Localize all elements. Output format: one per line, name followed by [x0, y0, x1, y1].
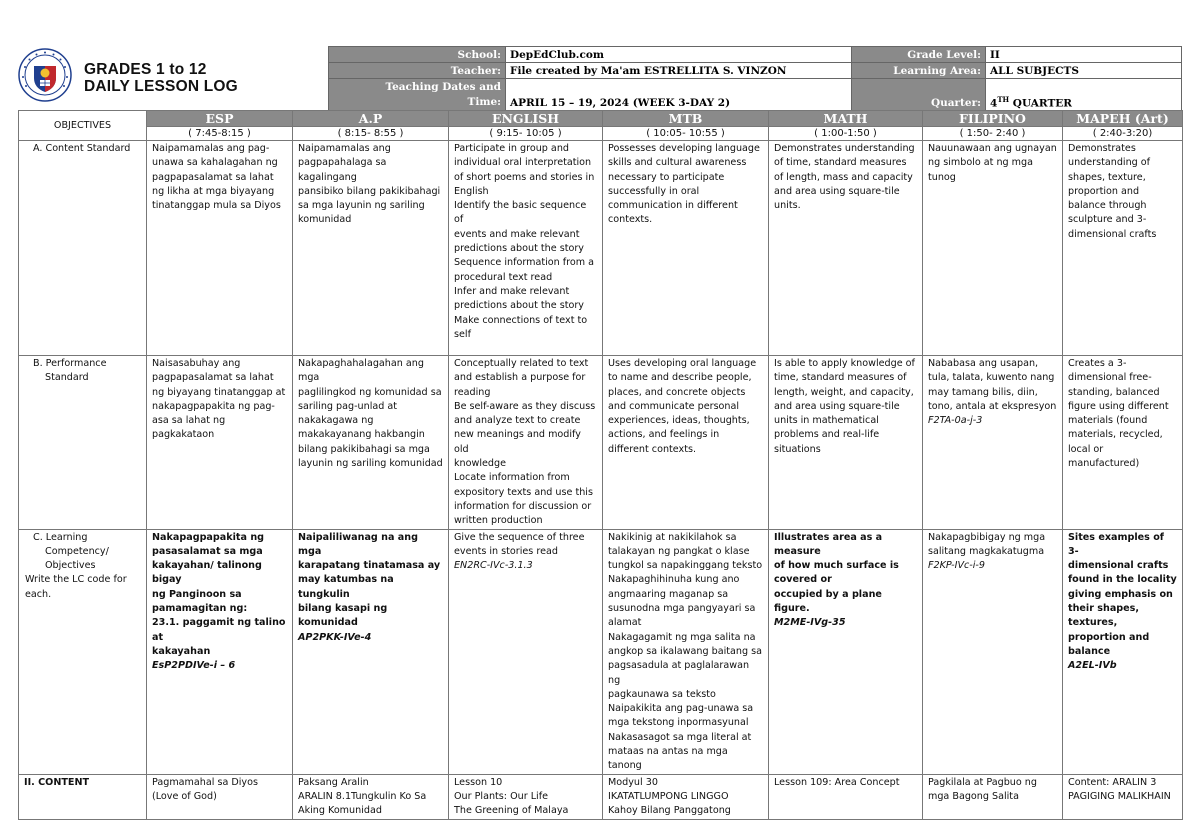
cell-line: asa sa lahat ng — [152, 415, 226, 427]
cell-line: pagpapasalamat sa lahat — [152, 372, 274, 384]
row-label: II. CONTENT — [19, 774, 147, 819]
table-cell — [603, 141, 769, 356]
cell-line: kakayahan — [152, 645, 211, 657]
cell-line: and establish a purpose for — [454, 372, 586, 384]
cell-line: Pagkilala at Pagbuo ng — [928, 776, 1037, 788]
cell-line: unawa sa kahalagahan ng — [152, 157, 278, 169]
cell-line: proportion and — [1068, 631, 1150, 643]
table-cell — [769, 774, 923, 819]
cell-line: places, and concrete objects — [608, 386, 746, 398]
cell-line: Lesson 10 — [454, 776, 503, 788]
cell-line: karapatang tinatamasa ay — [298, 560, 441, 572]
cell-line: pagkakataon — [152, 429, 215, 441]
performance-standard-row — [19, 356, 1183, 530]
row-label: A. Content Standard — [19, 141, 147, 356]
teaching-dates-label-1: Teaching Dates and — [385, 80, 501, 93]
cell-line: Creates a 3- — [1068, 358, 1127, 369]
learning-competency-row — [19, 529, 1183, 774]
row-label-line: Standard — [45, 372, 89, 384]
cell-line: sculpture and 3- — [1068, 214, 1147, 226]
cell-line: EsP2PDIVe-i – 6 — [152, 660, 236, 672]
cell-line: proportion and — [1068, 185, 1140, 197]
cell-line: Conceptually related to text — [454, 358, 589, 369]
table-cell — [147, 141, 293, 356]
cell-line: actions, and feelings in — [608, 429, 720, 441]
cell-line: English — [454, 185, 489, 197]
quarter-label: Quarter: — [852, 79, 986, 111]
row-label-line: C. Learning — [33, 531, 88, 543]
cell-line: local or manufactured) — [1068, 443, 1140, 470]
cell-line: may tamang bilis, diin, — [928, 386, 1038, 398]
table-cell — [1063, 141, 1183, 356]
cell-line: and analyze text to create — [454, 415, 581, 427]
cell-line: Uses developing oral language — [608, 358, 757, 369]
quarter-suffix: TH — [997, 94, 1010, 104]
table-cell — [923, 529, 1063, 774]
table-cell — [293, 529, 449, 774]
cell-line: tula, talata, kuwento nang — [928, 372, 1055, 384]
cell-line: units. — [774, 200, 801, 212]
table-cell — [769, 141, 923, 356]
grade-level-label: Grade Level: — [852, 47, 986, 63]
table-cell — [1063, 529, 1183, 774]
cell-line: balance through — [1068, 200, 1147, 212]
deped-seal-icon — [18, 48, 72, 102]
cell-line: F2KP-IVc-i-9 — [928, 560, 985, 572]
subject-name: ENGLISH — [449, 111, 603, 127]
table-cell — [769, 529, 923, 774]
cell-line: pagpapasalamat sa lahat — [152, 171, 274, 183]
subject-name: MAPEH (Art) — [1063, 111, 1183, 127]
school-value: DepEdClub.com — [506, 47, 852, 63]
cell-line: Make connections of text to — [454, 314, 588, 326]
cell-line: balance — [1068, 645, 1111, 657]
cell-line: occupied by a plane figure. — [774, 588, 882, 615]
cell-line: procedural text read — [454, 271, 553, 283]
cell-line: EN2RC-IVc-3.1.3 — [454, 560, 533, 572]
subject-name: ESP — [147, 111, 293, 127]
cell-line: Locate information from — [454, 472, 570, 484]
cell-line: problems and real-life — [774, 429, 880, 441]
title-line-1: GRADES 1 to 12 — [84, 61, 207, 78]
cell-line: Nakapagpapakita ng — [152, 531, 265, 543]
cell-line: Nakikinig at nakikilahok sa — [608, 531, 737, 543]
time-row — [19, 127, 1183, 141]
cell-line: dimensional crafts — [1068, 560, 1169, 572]
cell-line: (Love of God) — [152, 790, 217, 802]
cell-line: dimensional free- — [1068, 372, 1152, 384]
cell-line: makakayanang hakbangin — [298, 429, 425, 441]
cell-line: Naipamamalas ang pag- — [152, 143, 270, 154]
cell-line: time, standard measures of — [774, 372, 907, 384]
cell-line: ng likha at mga biyayang — [152, 185, 275, 197]
table-cell — [603, 356, 769, 530]
cell-line: talakayan ng pangkat o klase — [608, 545, 750, 557]
title-line-2: DAILY LESSON LOG — [84, 78, 238, 95]
quarter-text: QUARTER — [1009, 97, 1073, 109]
cell-line: of time, standard measures — [774, 157, 907, 169]
cell-line: understanding of — [1068, 157, 1151, 169]
table-cell — [1063, 774, 1183, 819]
cell-line: ng simbolo at ng mga — [928, 157, 1033, 169]
table-cell — [449, 774, 603, 819]
cell-line: Paksang Aralin — [298, 776, 369, 788]
cell-line: standing, balanced — [1068, 386, 1160, 398]
cell-line: events in stories read — [454, 545, 558, 557]
cell-line: layunin ng sariling komunidad — [298, 458, 443, 470]
cell-line: Sequence information from a — [454, 257, 595, 269]
cell-line: Be self-aware as they discuss — [454, 400, 596, 412]
row-label-line: B. Performance — [33, 358, 107, 369]
table-cell — [603, 529, 769, 774]
teacher-label: Teacher: — [329, 63, 506, 79]
cell-line: materials (found — [1068, 415, 1148, 427]
cell-line: self — [454, 328, 471, 340]
table-cell — [293, 141, 449, 356]
cell-line: Naipamamalas ang — [298, 143, 391, 154]
school-label: School: — [329, 47, 506, 63]
cell-line: tinatanggap mula sa Diyos — [152, 200, 281, 212]
cell-line: Our Plants: Our Life — [454, 790, 548, 802]
teaching-dates-label-2: Time: — [467, 95, 501, 108]
content-row — [19, 774, 1183, 819]
cell-line: giving emphasis on — [1068, 588, 1173, 600]
cell-line: different contexts. — [608, 443, 697, 455]
cell-line: A2EL-IVb — [1068, 660, 1117, 672]
row-label-note: Write the LC code for — [25, 574, 127, 586]
cell-line: M2ME-IVg-35 — [774, 617, 846, 629]
cell-line: Possesses developing language — [608, 143, 760, 154]
cell-line: predictions about the story — [454, 243, 584, 255]
cell-line: Nakapaghihinuha kung ano — [608, 574, 740, 586]
teaching-dates-label — [329, 79, 506, 111]
subject-time: ( 10:05- 10:55 ) — [603, 127, 769, 141]
cell-line: tungkol sa napakinggang teksto — [608, 560, 763, 572]
cell-line: pagsasadula at paglalarawan ng — [608, 660, 750, 686]
cell-line: covered or — [774, 574, 832, 586]
cell-line: F2TA-0a-j-3 — [928, 415, 983, 427]
cell-line: pansibiko bilang pakikibahagi — [298, 185, 441, 197]
cell-line: reading — [454, 386, 491, 398]
cell-line: bilang kasapi ng komunidad — [298, 603, 388, 629]
cell-line: written production — [454, 515, 543, 527]
cell-line: PAGIGING MALIKHAIN — [1068, 790, 1171, 802]
cell-line: Nakapagbibigay ng mga — [928, 531, 1046, 543]
cell-line: and area using square-tile — [774, 185, 900, 197]
cell-line: Participate in group and — [454, 143, 569, 154]
cell-line: mga tekstong inpormasyunal — [608, 717, 749, 729]
subject-time: ( 9:15- 10:05 ) — [449, 127, 603, 141]
document-title — [84, 61, 238, 95]
table-cell — [147, 529, 293, 774]
cell-line: Nauunawaan ang ugnayan — [928, 143, 1057, 154]
quarter-value — [986, 79, 1182, 111]
cell-line: mga Bagong Salita — [928, 790, 1019, 802]
subject-time: ( 2:40-3:20) — [1063, 127, 1183, 141]
subject-time: ( 1:00-1:50 ) — [769, 127, 923, 141]
subject-name: A.P — [293, 111, 449, 127]
grade-level-value: II — [986, 47, 1182, 63]
table-cell — [603, 774, 769, 819]
cell-line: Sites examples of 3- — [1068, 531, 1164, 557]
cell-line: The Greening of Malaya — [454, 805, 569, 817]
subject-time: ( 8:15- 8:55 ) — [293, 127, 449, 141]
cell-line: Pagmamahal sa Diyos — [152, 776, 258, 788]
table-cell — [923, 774, 1063, 819]
cell-line: shapes, texture, — [1068, 171, 1146, 183]
cell-line: susunodna mga pangyayari sa — [608, 603, 756, 615]
table-cell — [449, 356, 603, 530]
subject-header-row — [19, 111, 1183, 127]
row-label — [19, 356, 147, 530]
cell-line: Naipakikita ang pag-unawa sa — [608, 703, 754, 715]
table-cell — [147, 774, 293, 819]
cell-line: paglilingkod ng komunidad sa — [298, 386, 442, 398]
subject-name: MTB — [603, 111, 769, 127]
cell-line: of short poems and stories in — [454, 171, 595, 183]
cell-line: Identify the basic sequence of — [454, 200, 587, 226]
cell-line: sariling pag-unlad at — [298, 400, 398, 412]
info-table — [328, 46, 1182, 111]
cell-line: Naisasabuhay ang — [152, 358, 241, 369]
cell-line: Demonstrates understanding — [774, 143, 915, 154]
cell-line: Modyul 30 — [608, 776, 658, 788]
cell-line: sa mga layunin ng sariling — [298, 200, 425, 212]
cell-line: Aking Komunidad — [298, 805, 382, 817]
cell-line: Kahoy Bilang Panggatong — [608, 805, 731, 817]
learning-area-label: Learning Area: — [852, 63, 986, 79]
cell-line: may katumbas na tungkulin — [298, 574, 394, 600]
quarter-number: 4 — [990, 97, 998, 109]
cell-line: pagkaunawa sa teksto — [608, 688, 716, 700]
cell-line: IKATATLUMPONG LINGGO — [608, 790, 729, 802]
document-header — [18, 46, 1182, 110]
cell-line: Is able to apply knowledge of — [774, 358, 915, 369]
cell-line: Illustrates area as a measure — [774, 531, 883, 557]
cell-line: and area using square-tile — [774, 400, 900, 412]
cell-line: to name and describe people, — [608, 372, 752, 384]
cell-line: individual oral interpretation — [454, 157, 592, 169]
learning-area-value: ALL SUBJECTS — [986, 63, 1182, 79]
cell-line: pamamagitan ng: — [152, 603, 248, 615]
cell-line: komunidad — [298, 214, 352, 226]
cell-line: new meanings and modify old — [454, 429, 581, 455]
cell-line: communication in different — [608, 200, 738, 212]
content-standard-row — [19, 141, 1183, 356]
teaching-dates-value: APRIL 15 – 19, 2024 (WEEK 3-DAY 2) — [506, 79, 852, 111]
cell-line: contexts. — [608, 214, 653, 226]
table-cell — [1063, 356, 1183, 530]
teacher-value: File created by Ma'am ESTRELLITA S. VINZON — [506, 63, 852, 79]
cell-line: knowledge — [454, 458, 507, 470]
cell-line: tono, antala at ekspresyon — [928, 400, 1057, 412]
row-label — [19, 529, 147, 774]
cell-line: successfully in oral — [608, 185, 700, 197]
cell-line: Lesson 109: Area Concept — [774, 776, 900, 788]
cell-line: angkop sa ikalawang baitang sa — [608, 645, 762, 657]
cell-line: salitang magkakatugma — [928, 545, 1045, 557]
subject-time: ( 1:50- 2:40 ) — [923, 127, 1063, 141]
cell-line: pagpapahalaga sa kagalingang — [298, 157, 387, 183]
row-label-note: each. — [25, 588, 52, 600]
cell-line: 23.1. paggamit ng talino at — [152, 617, 286, 643]
row-label-line: Competency/ — [45, 545, 109, 557]
row-label-line: Objectives — [45, 560, 96, 572]
cell-line: length, weight, and capacity, — [774, 386, 914, 398]
cell-line: of length, mass and capacity — [774, 171, 913, 183]
cell-line: experiences, ideas, thoughts, — [608, 415, 750, 427]
cell-line: bilang pakikibahagi sa mga — [298, 443, 430, 455]
subject-time: ( 7:45-8:15 ) — [147, 127, 293, 141]
table-cell — [923, 141, 1063, 356]
cell-line: Nakagagamit ng mga salita na — [608, 631, 756, 643]
cell-line: AP2PKK-IVe-4 — [298, 631, 372, 643]
cell-line: information for discussion or — [454, 500, 592, 512]
cell-line: pasasalamat sa mga — [152, 545, 263, 557]
cell-line: alamat — [608, 617, 642, 629]
cell-line: ng Panginoon sa — [152, 588, 242, 600]
table-cell — [293, 774, 449, 819]
table-cell — [923, 356, 1063, 530]
cell-line: nakapagpapakita ng pag- — [152, 400, 275, 412]
cell-line: of how much surface is — [774, 560, 899, 572]
cell-line: Infer and make relevant — [454, 285, 570, 297]
cell-line: and communicate personal — [608, 400, 740, 412]
cell-line: skills and cultural awareness — [608, 157, 747, 169]
table-cell — [449, 141, 603, 356]
cell-line: predictions about the story — [454, 300, 584, 312]
cell-line: kakayahan/ talinong bigay — [152, 560, 262, 586]
cell-line: necessary to participate — [608, 171, 725, 183]
objectives-heading: OBJECTIVES — [19, 111, 147, 141]
lesson-log-table — [18, 110, 1183, 820]
subject-name: MATH — [769, 111, 923, 127]
cell-line: Naipaliliwanag na ang mga — [298, 531, 418, 557]
cell-line: mataas na antas na mga tanong — [608, 746, 728, 772]
cell-line: Give the sequence of three — [454, 531, 585, 543]
cell-line: expository texts and use this — [454, 486, 593, 498]
cell-line: angmaaring maganap sa — [608, 588, 729, 600]
cell-line: Demonstrates — [1068, 143, 1136, 154]
cell-line: ARALIN 8.1Tungkulin Ko Sa — [298, 790, 427, 802]
cell-line: Nababasa ang usapan, — [928, 358, 1039, 369]
cell-line: ng biyayang tinatanggap at — [152, 386, 286, 398]
cell-line: Nakasasagot sa mga literal at — [608, 731, 752, 743]
cell-line: materials, recycled, — [1068, 429, 1163, 441]
subject-name: FILIPINO — [923, 111, 1063, 127]
cell-line: nakakagawa ng — [298, 415, 374, 427]
cell-line: Nakapaghahalagahan ang mga — [298, 358, 424, 384]
table-cell — [147, 356, 293, 530]
cell-line: dimensional crafts — [1068, 228, 1157, 240]
cell-line: events and make relevant — [454, 228, 580, 240]
cell-line: found in the locality — [1068, 574, 1177, 586]
cell-line: Content: ARALIN 3 — [1068, 776, 1157, 788]
cell-line: figure using different — [1068, 400, 1169, 412]
cell-line: their shapes, textures, — [1068, 603, 1140, 629]
table-cell — [769, 356, 923, 530]
cell-line: units in mathematical — [774, 415, 879, 427]
cell-line: situations — [774, 443, 821, 455]
table-cell — [293, 356, 449, 530]
table-cell — [449, 529, 603, 774]
cell-line: tunog — [928, 171, 956, 183]
